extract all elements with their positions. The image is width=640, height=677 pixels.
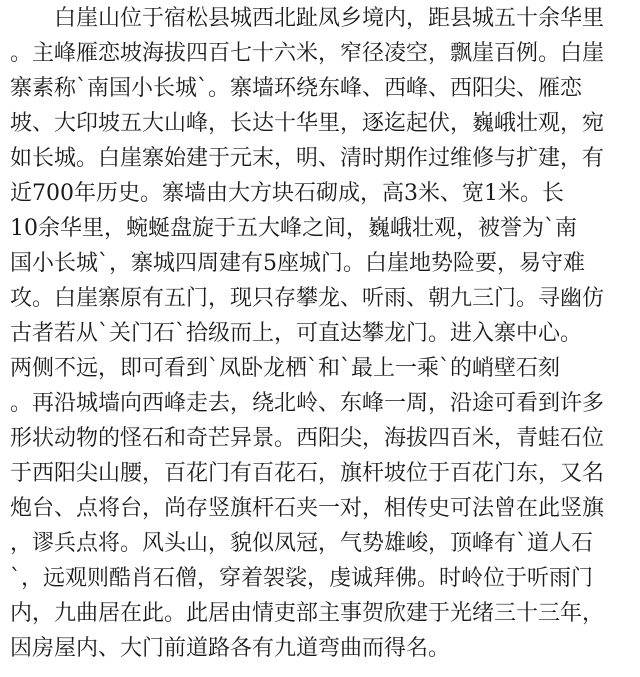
text-line: 于西阳尖山腰，百花门有百花石，旗杆坡位于百花门东，又名 bbox=[10, 461, 605, 486]
text-line: ，谬兵点将。风头山，貌似凤冠，气势雄峻，顶峰有`道人石 bbox=[10, 531, 594, 556]
document-body bbox=[10, 0, 632, 677]
text-line: 如长城。白崖寨始建于元末，明、清时期作过维修与扩建，有 bbox=[10, 146, 605, 171]
text-line: 。主峰雁恋坡海拔四百七十六米，窄径凌空，飘崖百例。白崖 bbox=[10, 41, 605, 66]
text-line: 因房屋内、大门前道路各有九道弯曲而得名。 bbox=[10, 636, 451, 661]
text-line: 。再沿城墙向西峰走去，绕北岭、东峰一周，沿途可看到许多 bbox=[10, 391, 605, 416]
text-line: 坡、大印坡五大山峰，长达十华里，逐迄起伏，巍峨壮观，宛 bbox=[10, 111, 605, 136]
text-line: 炮台、点将台，尚存竖旗杆石夹一对，相传史可法曾在此竖旗 bbox=[10, 496, 605, 521]
text-line: 10余华里，蜿蜒盘旋于五大峰之间，巍峨壮观，被誉为`南 bbox=[10, 216, 577, 241]
text-line: 国小长城`，寨城四周建有5座城门。白崖地势险要，易守难 bbox=[10, 251, 585, 276]
text-line: 形状动物的怪石和奇芒异景。西阳尖，海拔四百米，青蛙石位 bbox=[10, 426, 605, 451]
text-line: 内，九曲居在此。此居由情吏部主事贺欣建于光绪三十三年， bbox=[10, 601, 605, 626]
text-line: 寨素称`南国小长城`。寨墙环绕东峰、西峰、西阳尖、雁恋 bbox=[10, 76, 583, 101]
text-line: 攻。白崖寨原有五门，现只存攀龙、听雨、朝九三门。寻幽仿 bbox=[10, 286, 605, 311]
text-line: 古者若从`关门石`拾级而上，可直达攀龙门。进入寨中心。 bbox=[10, 321, 583, 346]
text-line: 近700年历史。寨墙由大方块石砌成，高3米、宽1米。长 bbox=[10, 181, 564, 206]
text-line: `，远观则酷肖石僧，穿着袈裟，虔诚拜佛。时岭位于听雨门 bbox=[10, 566, 594, 591]
text-line: 白崖山位于宿松县城西北趾凤乡境内，距县城五十余华里 bbox=[10, 6, 605, 31]
text-line: 两侧不远，即可看到`凤卧龙栖`和`最上一乘`的峭壁石刻 bbox=[10, 356, 561, 381]
